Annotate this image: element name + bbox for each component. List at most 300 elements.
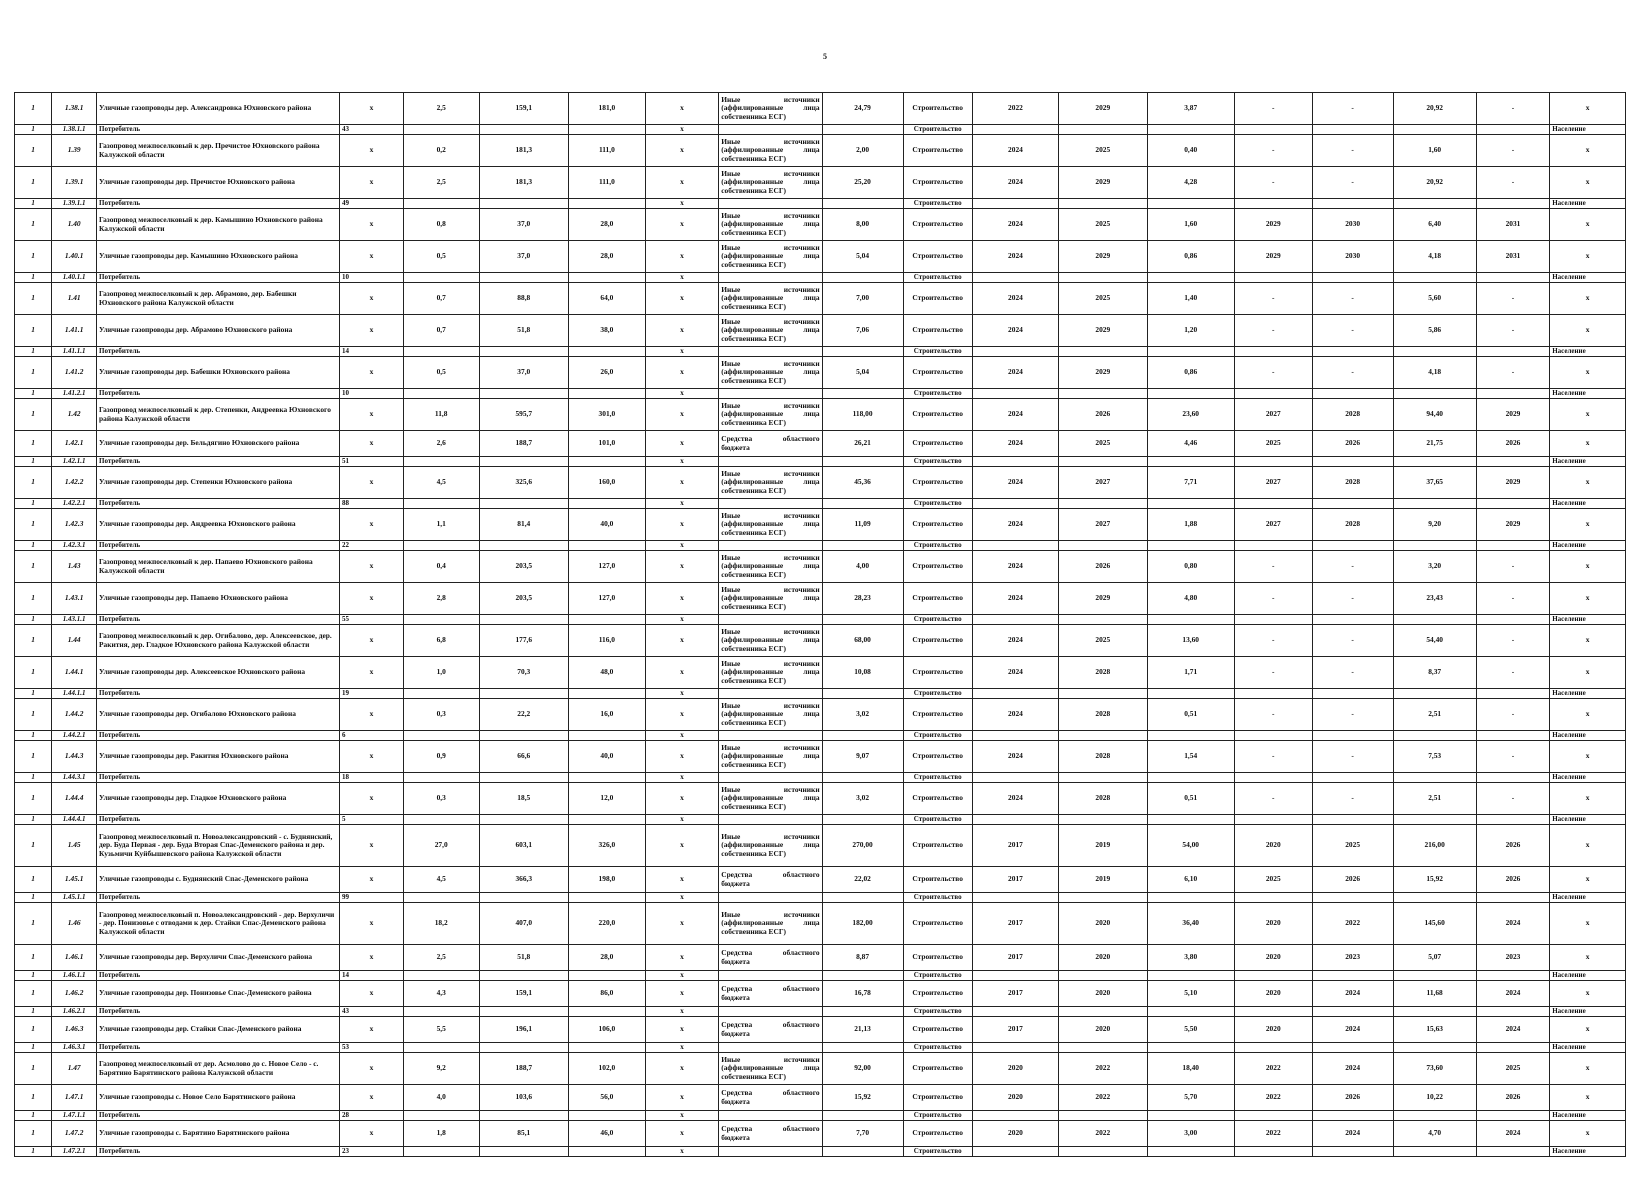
end-year-cell — [1059, 457, 1147, 467]
x-mark-cell: x — [645, 499, 719, 509]
completion-year-cell: - — [1476, 357, 1550, 389]
pipe-volume-cell: 37,0 — [479, 357, 569, 389]
second-stage-cost-cell — [1393, 389, 1476, 399]
second-end-cell: 2024 — [1312, 1121, 1393, 1147]
funding-source-cell: Иные источники (аффилированные лица собственника ЕСГ) — [719, 315, 822, 347]
end-year-cell: 2025 — [1059, 431, 1147, 457]
consumer-type-cell: Население — [1550, 347, 1626, 357]
start-year-cell: 2024 — [972, 509, 1058, 541]
length-cell — [403, 541, 479, 551]
object-name-cell: Уличные газопроводы дер. Абрамово Юхновского района — [97, 315, 340, 347]
code-cell: 1.43.1.1 — [52, 615, 97, 625]
x-cell: 49 — [339, 199, 403, 209]
second-stage-cost-cell — [1393, 347, 1476, 357]
consumer-type-cell: Население — [1550, 971, 1626, 981]
start-year-cell: 2024 — [972, 551, 1058, 583]
cost-cell — [822, 125, 903, 135]
first-stage-cost-cell: 0,86 — [1147, 241, 1234, 273]
table-row — [15, 583, 1626, 615]
section-cell: 1 — [15, 357, 52, 389]
consumer-type-cell: x — [1550, 135, 1626, 167]
second-stage-cost-cell — [1393, 457, 1476, 467]
completion-year-cell: - — [1476, 315, 1550, 347]
length-cell — [403, 815, 479, 825]
work-type-cell: Строительство — [903, 1085, 972, 1111]
object-name-cell: Потребитель — [97, 1043, 340, 1053]
end-year-cell: 2029 — [1059, 583, 1147, 615]
consumer-type-cell: Население — [1550, 1111, 1626, 1121]
consumer-type-cell: Население — [1550, 689, 1626, 699]
diameter-cell — [569, 1147, 646, 1157]
second-end-cell: - — [1312, 93, 1393, 125]
work-type-cell: Строительство — [903, 981, 972, 1007]
consumer-row — [15, 389, 1626, 399]
funding-source-cell: Иные источники (аффилированные лица собственника ЕСГ) — [719, 283, 822, 315]
diameter-cell — [569, 125, 646, 135]
work-type-cell: Строительство — [903, 1053, 972, 1085]
first-stage-cost-cell: 36,40 — [1147, 903, 1234, 945]
start-year-cell: 2017 — [972, 825, 1058, 867]
table-row — [15, 625, 1626, 657]
cost-cell: 21,13 — [822, 1017, 903, 1043]
funding-source-cell: Средства областного бюджета — [719, 1085, 822, 1111]
x-mark-cell: x — [645, 467, 719, 499]
second-end-cell: 2024 — [1312, 1017, 1393, 1043]
end-year-cell — [1059, 1043, 1147, 1053]
length-cell: 0,7 — [403, 315, 479, 347]
object-name-cell: Потребитель — [97, 499, 340, 509]
code-cell: 1.44.3.1 — [52, 773, 97, 783]
x-cell: x — [339, 741, 403, 773]
second-start-cell — [1234, 389, 1312, 399]
start-year-cell: 2024 — [972, 357, 1058, 389]
diameter-cell — [569, 815, 646, 825]
second-start-cell — [1234, 1043, 1312, 1053]
completion-year-cell: - — [1476, 625, 1550, 657]
first-stage-cost-cell — [1147, 1007, 1234, 1017]
consumer-row — [15, 1007, 1626, 1017]
second-start-cell: 2020 — [1234, 981, 1312, 1007]
completion-year-cell — [1476, 199, 1550, 209]
object-name-cell: Потребитель — [97, 125, 340, 135]
object-name-cell: Газопровод межпоселковый к дер. Пречистое Юхновского района Калужской области — [97, 135, 340, 167]
second-end-cell: 2025 — [1312, 825, 1393, 867]
work-type-cell: Строительство — [903, 1017, 972, 1043]
first-stage-cost-cell: 18,40 — [1147, 1053, 1234, 1085]
length-cell — [403, 1147, 479, 1157]
first-stage-cost-cell: 1,88 — [1147, 509, 1234, 541]
object-name-cell: Потребитель — [97, 689, 340, 699]
second-start-cell: 2020 — [1234, 1017, 1312, 1043]
length-cell — [403, 457, 479, 467]
section-cell: 1 — [15, 283, 52, 315]
x-cell: x — [339, 357, 403, 389]
funding-source-cell: Иные источники (аффилированные лица собственника ЕСГ) — [719, 657, 822, 689]
second-stage-cost-cell: 21,75 — [1393, 431, 1476, 457]
second-stage-cost-cell — [1393, 199, 1476, 209]
first-stage-cost-cell: 1,60 — [1147, 209, 1234, 241]
length-cell: 6,8 — [403, 625, 479, 657]
pipe-volume-cell: 103,6 — [479, 1085, 569, 1111]
length-cell: 4,5 — [403, 867, 479, 893]
work-type-cell: Строительство — [903, 551, 972, 583]
funding-source-cell: Иные источники (аффилированные лица собственника ЕСГ) — [719, 1053, 822, 1085]
table-row — [15, 467, 1626, 499]
end-year-cell: 2029 — [1059, 315, 1147, 347]
diameter-cell: 28,0 — [569, 945, 646, 971]
code-cell: 1.39.1 — [52, 167, 97, 199]
funding-source-cell: Средства областного бюджета — [719, 1017, 822, 1043]
table-row — [15, 1121, 1626, 1147]
pipe-volume-cell: 51,8 — [479, 945, 569, 971]
code-cell: 1.46 — [52, 903, 97, 945]
consumer-type-cell: x — [1550, 241, 1626, 273]
object-name-cell: Потребитель — [97, 199, 340, 209]
cost-cell — [822, 389, 903, 399]
length-cell: 2,5 — [403, 945, 479, 971]
gas-pipeline-program-table — [14, 92, 1626, 1157]
table-row — [15, 93, 1626, 125]
first-stage-cost-cell: 1,20 — [1147, 315, 1234, 347]
code-cell: 1.46.2 — [52, 981, 97, 1007]
pipe-volume-cell — [479, 1007, 569, 1017]
section-cell: 1 — [15, 741, 52, 773]
start-year-cell — [972, 815, 1058, 825]
section-cell: 1 — [15, 783, 52, 815]
funding-source-cell — [719, 1111, 822, 1121]
cost-cell: 22,02 — [822, 867, 903, 893]
consumer-type-cell: x — [1550, 283, 1626, 315]
first-stage-cost-cell: 13,60 — [1147, 625, 1234, 657]
funding-source-cell — [719, 499, 822, 509]
completion-year-cell: 2029 — [1476, 509, 1550, 541]
length-cell: 4,5 — [403, 467, 479, 499]
section-cell: 1 — [15, 93, 52, 125]
code-cell: 1.41.1.1 — [52, 347, 97, 357]
start-year-cell — [972, 1147, 1058, 1157]
consumer-row — [15, 273, 1626, 283]
x-mark-cell: x — [645, 893, 719, 903]
end-year-cell: 2028 — [1059, 657, 1147, 689]
object-name-cell: Уличные газопроводы дер. Огибалово Юхновского района — [97, 699, 340, 731]
cost-cell: 2,00 — [822, 135, 903, 167]
work-type-cell: Строительство — [903, 1111, 972, 1121]
x-cell: x — [339, 283, 403, 315]
code-cell: 1.46.1.1 — [52, 971, 97, 981]
cost-cell: 182,00 — [822, 903, 903, 945]
second-end-cell: 2023 — [1312, 945, 1393, 971]
end-year-cell: 2027 — [1059, 509, 1147, 541]
pipe-volume-cell — [479, 971, 569, 981]
completion-year-cell: - — [1476, 135, 1550, 167]
second-end-cell: - — [1312, 657, 1393, 689]
second-start-cell: 2020 — [1234, 825, 1312, 867]
section-cell: 1 — [15, 731, 52, 741]
length-cell: 1,8 — [403, 1121, 479, 1147]
second-stage-cost-cell: 73,60 — [1393, 1053, 1476, 1085]
x-mark-cell: x — [645, 1017, 719, 1043]
table-body — [15, 93, 1626, 1157]
work-type-cell: Строительство — [903, 867, 972, 893]
consumer-type-cell: x — [1550, 551, 1626, 583]
consumer-type-cell: Население — [1550, 731, 1626, 741]
second-start-cell — [1234, 199, 1312, 209]
start-year-cell — [972, 273, 1058, 283]
second-end-cell: 2024 — [1312, 1053, 1393, 1085]
cost-cell — [822, 689, 903, 699]
second-stage-cost-cell — [1393, 1111, 1476, 1121]
completion-year-cell — [1476, 689, 1550, 699]
end-year-cell: 2027 — [1059, 467, 1147, 499]
funding-source-cell — [719, 1007, 822, 1017]
pipe-volume-cell: 325,6 — [479, 467, 569, 499]
length-cell: 2,5 — [403, 167, 479, 199]
cost-cell: 11,09 — [822, 509, 903, 541]
second-start-cell: 2020 — [1234, 945, 1312, 971]
pipe-volume-cell: 603,1 — [479, 825, 569, 867]
diameter-cell — [569, 893, 646, 903]
end-year-cell — [1059, 1147, 1147, 1157]
consumer-type-cell: x — [1550, 981, 1626, 1007]
table-row — [15, 945, 1626, 971]
x-mark-cell: x — [645, 971, 719, 981]
x-cell: 14 — [339, 347, 403, 357]
code-cell: 1.47.2 — [52, 1121, 97, 1147]
section-cell: 1 — [15, 583, 52, 615]
work-type-cell: Строительство — [903, 125, 972, 135]
consumer-row — [15, 815, 1626, 825]
code-cell: 1.39 — [52, 135, 97, 167]
completion-year-cell: 2025 — [1476, 1053, 1550, 1085]
length-cell: 2,8 — [403, 583, 479, 615]
consumer-type-cell: x — [1550, 315, 1626, 347]
section-cell: 1 — [15, 1053, 52, 1085]
pipe-volume-cell — [479, 773, 569, 783]
end-year-cell: 2020 — [1059, 981, 1147, 1007]
end-year-cell — [1059, 499, 1147, 509]
section-cell: 1 — [15, 971, 52, 981]
consumer-type-cell: Население — [1550, 541, 1626, 551]
diameter-cell — [569, 347, 646, 357]
first-stage-cost-cell: 7,71 — [1147, 467, 1234, 499]
first-stage-cost-cell — [1147, 815, 1234, 825]
second-start-cell — [1234, 457, 1312, 467]
second-end-cell: 2028 — [1312, 467, 1393, 499]
cost-cell — [822, 893, 903, 903]
x-cell: 5 — [339, 815, 403, 825]
second-start-cell: - — [1234, 741, 1312, 773]
length-cell — [403, 389, 479, 399]
consumer-type-cell: x — [1550, 357, 1626, 389]
length-cell: 9,2 — [403, 1053, 479, 1085]
work-type-cell: Строительство — [903, 615, 972, 625]
x-mark-cell: x — [645, 541, 719, 551]
second-stage-cost-cell: 5,86 — [1393, 315, 1476, 347]
cost-cell — [822, 815, 903, 825]
section-cell: 1 — [15, 615, 52, 625]
second-start-cell: 2025 — [1234, 431, 1312, 457]
start-year-cell: 2017 — [972, 1017, 1058, 1043]
table-row — [15, 657, 1626, 689]
cost-cell: 4,00 — [822, 551, 903, 583]
completion-year-cell — [1476, 457, 1550, 467]
consumer-row — [15, 347, 1626, 357]
length-cell: 4,3 — [403, 981, 479, 1007]
length-cell — [403, 1111, 479, 1121]
end-year-cell — [1059, 773, 1147, 783]
first-stage-cost-cell: 4,80 — [1147, 583, 1234, 615]
completion-year-cell — [1476, 1111, 1550, 1121]
second-stage-cost-cell — [1393, 499, 1476, 509]
second-stage-cost-cell: 3,20 — [1393, 551, 1476, 583]
x-mark-cell: x — [645, 1147, 719, 1157]
x-cell: x — [339, 981, 403, 1007]
second-end-cell — [1312, 893, 1393, 903]
section-cell: 1 — [15, 125, 52, 135]
x-cell: x — [339, 583, 403, 615]
completion-year-cell: - — [1476, 741, 1550, 773]
work-type-cell: Строительство — [903, 741, 972, 773]
length-cell — [403, 347, 479, 357]
start-year-cell: 2020 — [972, 1053, 1058, 1085]
consumer-type-cell: x — [1550, 1121, 1626, 1147]
diameter-cell — [569, 1111, 646, 1121]
completion-year-cell: - — [1476, 699, 1550, 731]
funding-source-cell — [719, 815, 822, 825]
work-type-cell: Строительство — [903, 583, 972, 615]
funding-source-cell — [719, 615, 822, 625]
cost-cell — [822, 457, 903, 467]
completion-year-cell: - — [1476, 583, 1550, 615]
object-name-cell: Уличные газопроводы дер. Алексеевское Юхновского района — [97, 657, 340, 689]
table-row — [15, 209, 1626, 241]
code-cell: 1.40.1 — [52, 241, 97, 273]
table-row — [15, 1085, 1626, 1111]
x-mark-cell: x — [645, 945, 719, 971]
second-end-cell — [1312, 971, 1393, 981]
start-year-cell: 2024 — [972, 699, 1058, 731]
table-row — [15, 167, 1626, 199]
x-cell: x — [339, 241, 403, 273]
pipe-volume-cell — [479, 1043, 569, 1053]
section-cell: 1 — [15, 457, 52, 467]
work-type-cell: Строительство — [903, 241, 972, 273]
second-end-cell: - — [1312, 315, 1393, 347]
second-start-cell: 2027 — [1234, 399, 1312, 431]
x-mark-cell: x — [645, 167, 719, 199]
code-cell: 1.43 — [52, 551, 97, 583]
completion-year-cell — [1476, 1147, 1550, 1157]
diameter-cell — [569, 731, 646, 741]
second-start-cell: - — [1234, 167, 1312, 199]
second-end-cell: - — [1312, 135, 1393, 167]
section-cell: 1 — [15, 199, 52, 209]
object-name-cell: Потребитель — [97, 389, 340, 399]
code-cell: 1.47.1 — [52, 1085, 97, 1111]
start-year-cell — [972, 457, 1058, 467]
funding-source-cell — [719, 273, 822, 283]
table-row — [15, 741, 1626, 773]
code-cell: 1.42.3.1 — [52, 541, 97, 551]
diameter-cell: 127,0 — [569, 551, 646, 583]
x-cell: x — [339, 945, 403, 971]
code-cell: 1.46.3.1 — [52, 1043, 97, 1053]
start-year-cell — [972, 689, 1058, 699]
start-year-cell: 2024 — [972, 783, 1058, 815]
cost-cell — [822, 273, 903, 283]
object-name-cell: Потребитель — [97, 615, 340, 625]
second-end-cell: 2026 — [1312, 431, 1393, 457]
x-mark-cell: x — [645, 583, 719, 615]
completion-year-cell — [1476, 971, 1550, 981]
object-name-cell: Уличные газопроводы дер. Понизовье Спас-Деменского района — [97, 981, 340, 1007]
completion-year-cell: 2026 — [1476, 1085, 1550, 1111]
object-name-cell: Потребитель — [97, 541, 340, 551]
work-type-cell: Строительство — [903, 399, 972, 431]
length-cell — [403, 971, 479, 981]
funding-source-cell: Иные источники (аффилированные лица собственника ЕСГ) — [719, 135, 822, 167]
end-year-cell: 2020 — [1059, 1017, 1147, 1043]
second-stage-cost-cell — [1393, 615, 1476, 625]
start-year-cell: 2017 — [972, 903, 1058, 945]
second-stage-cost-cell: 6,40 — [1393, 209, 1476, 241]
second-start-cell — [1234, 499, 1312, 509]
pipe-volume-cell — [479, 541, 569, 551]
start-year-cell — [972, 347, 1058, 357]
object-name-cell: Уличные газопроводы с. Новое Село Барятинского района — [97, 1085, 340, 1111]
first-stage-cost-cell — [1147, 731, 1234, 741]
table-row — [15, 1017, 1626, 1043]
second-start-cell: - — [1234, 135, 1312, 167]
length-cell: 27,0 — [403, 825, 479, 867]
consumer-row — [15, 1147, 1626, 1157]
x-mark-cell: x — [645, 741, 719, 773]
end-year-cell — [1059, 199, 1147, 209]
diameter-cell: 198,0 — [569, 867, 646, 893]
funding-source-cell: Иные источники (аффилированные лица собственника ЕСГ) — [719, 699, 822, 731]
work-type-cell: Строительство — [903, 903, 972, 945]
end-year-cell — [1059, 389, 1147, 399]
end-year-cell: 2022 — [1059, 1121, 1147, 1147]
completion-year-cell: 2031 — [1476, 241, 1550, 273]
end-year-cell: 2026 — [1059, 399, 1147, 431]
cost-cell: 15,92 — [822, 1085, 903, 1111]
second-stage-cost-cell — [1393, 815, 1476, 825]
funding-source-cell: Иные источники (аффилированные лица собственника ЕСГ) — [719, 825, 822, 867]
end-year-cell: 2029 — [1059, 241, 1147, 273]
diameter-cell: 111,0 — [569, 135, 646, 167]
section-cell: 1 — [15, 135, 52, 167]
diameter-cell — [569, 273, 646, 283]
code-cell: 1.44.1.1 — [52, 689, 97, 699]
length-cell: 0,5 — [403, 357, 479, 389]
second-start-cell — [1234, 731, 1312, 741]
first-stage-cost-cell — [1147, 541, 1234, 551]
code-cell: 1.43.1 — [52, 583, 97, 615]
x-cell: x — [339, 167, 403, 199]
second-stage-cost-cell — [1393, 541, 1476, 551]
second-end-cell: - — [1312, 583, 1393, 615]
second-stage-cost-cell — [1393, 893, 1476, 903]
consumer-type-cell: x — [1550, 1053, 1626, 1085]
consumer-row — [15, 731, 1626, 741]
pipe-volume-cell — [479, 347, 569, 357]
pipe-volume-cell — [479, 815, 569, 825]
x-cell: 88 — [339, 499, 403, 509]
first-stage-cost-cell: 3,87 — [1147, 93, 1234, 125]
work-type-cell: Строительство — [903, 1007, 972, 1017]
consumer-row — [15, 1043, 1626, 1053]
